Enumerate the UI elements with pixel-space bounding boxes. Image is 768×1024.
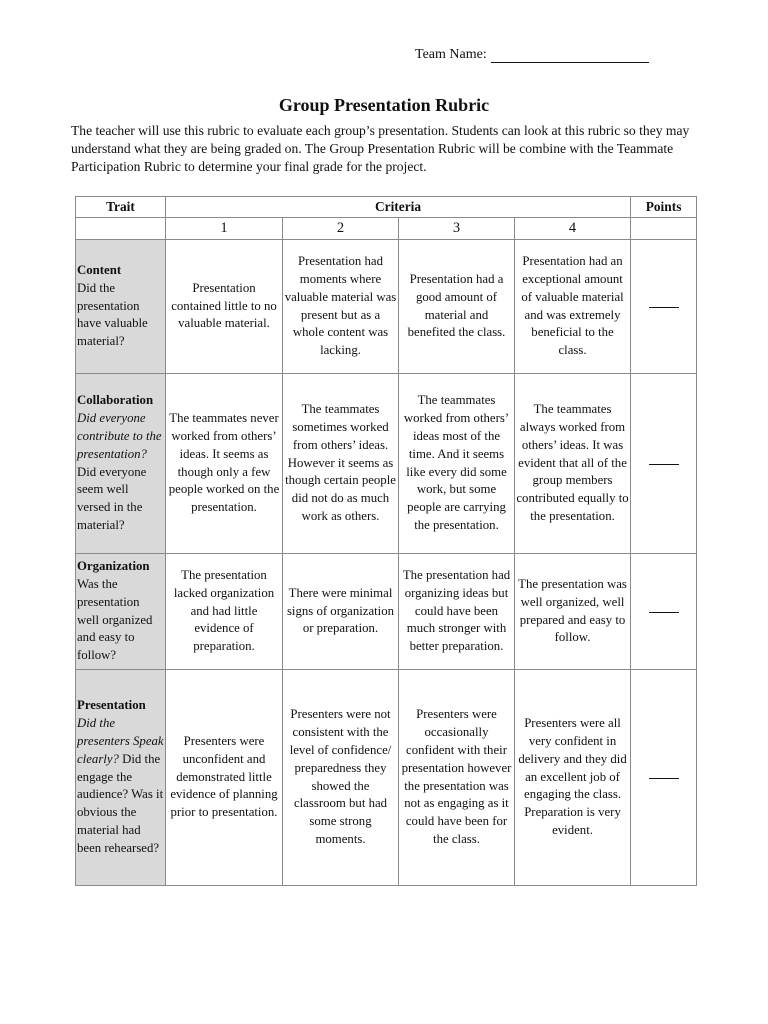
points-cell[interactable] bbox=[631, 670, 697, 886]
team-name-blank[interactable] bbox=[491, 48, 649, 63]
level-3: 3 bbox=[399, 218, 515, 240]
level-row-points-spacer bbox=[631, 218, 697, 240]
rubric-table bbox=[75, 196, 697, 886]
criteria-cell: Presentation had an exceptional amount of valuable material and was extremely beneficial to the class. bbox=[515, 240, 631, 374]
criteria-cell: The presentation lacked organization and had little evidence of preparation. bbox=[166, 554, 283, 670]
criteria-cell: Presentation had moments where valuable material was present but as a whole content was lacking. bbox=[283, 240, 399, 374]
team-name-field[interactable] bbox=[415, 47, 649, 63]
page-title: Group Presentation Rubric bbox=[278, 95, 490, 115]
level-1: 1 bbox=[166, 218, 283, 240]
level-4: 4 bbox=[515, 218, 631, 240]
points-blank[interactable] bbox=[649, 306, 679, 308]
rubric-row-content bbox=[76, 240, 697, 374]
trait-cell bbox=[76, 554, 166, 670]
points-blank[interactable] bbox=[649, 777, 679, 779]
intro-paragraph: The teacher will use this rubric to evaluate each group’s presentation. Students can look at this rubric so they may understand what they are being graded on. The Group Presentation Rubric will be combine with the Teammate Participation Rubric to determine your final grade for the project. bbox=[71, 123, 690, 174]
level-2: 2 bbox=[283, 218, 399, 240]
criteria-cell: Presenters were not consistent with the level of confidence/ preparedness they showed the classroom but had some strong moments. bbox=[283, 670, 399, 886]
points-blank[interactable] bbox=[649, 463, 679, 465]
level-row-spacer bbox=[76, 218, 166, 240]
criteria-cell: The presentation was well organized, well prepared and easy to follow. bbox=[515, 554, 631, 670]
rubric-row-collaboration bbox=[76, 374, 697, 554]
trait-question: Was the presentation well organized and easy to follow? bbox=[77, 576, 153, 663]
points-header: Points bbox=[631, 197, 697, 218]
criteria-cell: The teammates worked from others’ ideas most of the time. And it seems like every did some work, but some people are carrying the presentation. bbox=[399, 374, 515, 554]
trait-question: Did the presentation have valuable material? bbox=[77, 280, 148, 349]
criteria-cell: Presenters were occasionally confident with their presentation however the presentation was not as engaging as it could have been for the class. bbox=[399, 670, 515, 886]
criteria-cell: The teammates never worked from others’ ideas. It seems as though only a few people worked on the presentation. bbox=[166, 374, 283, 554]
criteria-cell: Presentation contained little to no valuable material. bbox=[166, 240, 283, 374]
trait-question: Did everyone seem well versed in the material? bbox=[77, 464, 147, 532]
trait-cell bbox=[76, 670, 166, 886]
trait-name: Organization bbox=[77, 559, 150, 574]
criteria-header: Criteria bbox=[166, 197, 631, 218]
trait-header: Trait bbox=[76, 197, 166, 218]
criteria-cell: There were minimal signs of organization or preparation. bbox=[283, 554, 399, 670]
criteria-cell: Presenters were unconfident and demonstrated little evidence of planning prior to presentation. bbox=[166, 670, 283, 886]
trait-name: Content bbox=[77, 263, 122, 277]
trait-question-italic: Did everyone contribute to the presentation? bbox=[77, 411, 162, 461]
points-cell[interactable] bbox=[631, 554, 697, 670]
trait-name: Presentation bbox=[77, 698, 146, 713]
trait-cell bbox=[76, 374, 166, 554]
criteria-cell: Presentation had a good amount of material and benefited the class. bbox=[399, 240, 515, 374]
trait-name: Collaboration bbox=[77, 393, 154, 408]
points-blank[interactable] bbox=[649, 611, 679, 613]
team-name-label: Team Name: bbox=[415, 47, 487, 62]
points-cell[interactable] bbox=[631, 374, 697, 554]
trait-question-italic: Did the presenters Speak clearly? bbox=[77, 716, 164, 766]
criteria-cell: The teammates always worked from others’ ideas. It was evident that all of the group members contributed equally to the presentation. bbox=[515, 374, 631, 554]
rubric-row-presentation bbox=[76, 670, 697, 886]
trait-cell bbox=[76, 240, 166, 374]
rubric-row-organization bbox=[76, 554, 697, 670]
criteria-cell: Presenters were all very confident in delivery and they did an excellent job of engaging the class. Preparation is very evident. bbox=[515, 670, 631, 886]
header-row bbox=[76, 197, 697, 218]
level-row bbox=[76, 218, 697, 240]
criteria-cell: The teammates sometimes worked from others’ ideas. However it seems as though certain people did not do as much work as others. bbox=[283, 374, 399, 554]
criteria-cell: The presentation had organizing ideas but could have been much stronger with better preparation. bbox=[399, 554, 515, 670]
trait-question: Did the engage the audience? Was it obvious the material had been rehearsed? bbox=[77, 751, 164, 855]
points-cell[interactable] bbox=[631, 240, 697, 374]
